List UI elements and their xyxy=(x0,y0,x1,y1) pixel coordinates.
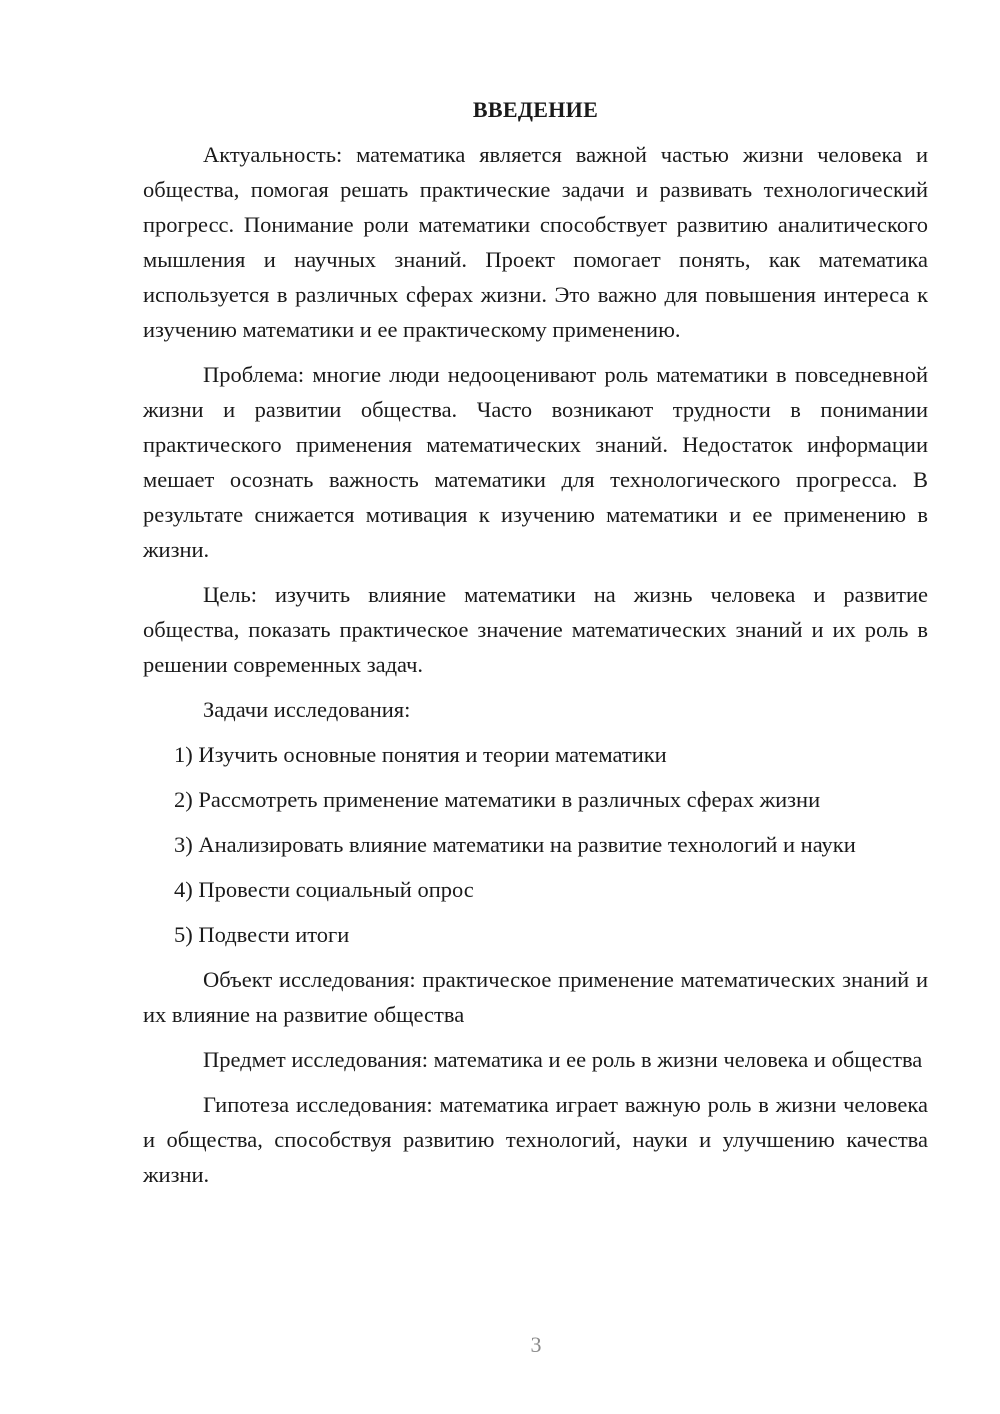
tasks-list xyxy=(143,737,928,952)
tasks-intro: Задачи исследования: xyxy=(203,697,411,722)
paragraph-object: Объект исследования: практическое применение математических знаний и их влияние на развитие общества xyxy=(143,967,928,1027)
paragraph-relevance: Актуальность: математика является важной частью жизни человека и общества, помогая решать практические задачи и развивать технологический прогресс. Понимание роли математики способствует развитию аналитического мышления и научных знаний. Проект помогает понять, как математика используется в различных сферах жизни. Это важно для повышения интереса к изучению математики и ее практическому применению. xyxy=(143,142,928,342)
list-item: 3) Анализировать влияние математики на развитие технологий и науки xyxy=(174,832,856,857)
page-content xyxy=(143,92,928,1202)
paragraph-hypothesis: Гипотеза исследования: математика играет важную роль в жизни человека и общества, способствуя развитию технологий, науки и улучшению качества жизни. xyxy=(143,1092,928,1187)
paragraph-goal: Цель: изучить влияние математики на жизнь человека и развитие общества, показать практическое значение математических знаний и их роль в решении современных задач. xyxy=(143,582,928,677)
list-item: 5) Подвести итоги xyxy=(174,922,350,947)
paragraph-problem: Проблема: многие люди недооценивают роль математики в повседневной жизни и развитии общества. Часто возникают трудности в понимании практического применения математических знаний. Недостаток информации мешает осознать важность математики для технологического прогресса. В результате снижается мотивация к изучению математики и ее применению в жизни. xyxy=(143,362,928,562)
list-item: 2) Рассмотреть применение математики в различных сферах жизни xyxy=(174,787,821,812)
page-number: 3 xyxy=(530,1332,542,1357)
list-item: 4) Провести социальный опрос xyxy=(174,877,474,902)
paragraph-subject: Предмет исследования: математика и ее роль в жизни человека и общества xyxy=(203,1047,923,1072)
list-item: 1) Изучить основные понятия и теории математики xyxy=(174,742,667,767)
section-heading: ВВЕДЕНИЕ xyxy=(472,97,599,122)
